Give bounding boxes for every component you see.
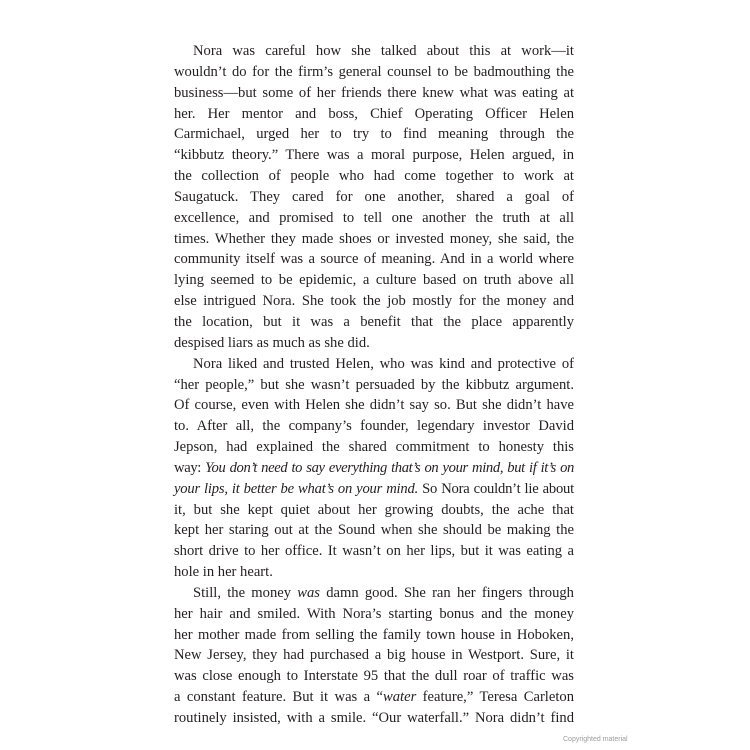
- line-text: community itself was a source of meaning. And in a world where: [174, 251, 574, 268]
- text-line: [174, 270, 574, 291]
- text-line: [174, 395, 574, 416]
- line-text: Of course, even with Helen she didn’t say so. But she didn’t have: [174, 397, 574, 414]
- copyright-watermark: Copyrighted material: [563, 736, 628, 743]
- line-text: excellence, and promised to tell one another the truth at all: [174, 209, 574, 226]
- line-text: a constant feature. But it was a “: [174, 689, 384, 706]
- line-text: New Jersey, they had purchased a big house in Westport. Sure, it: [174, 647, 574, 664]
- text-line: [174, 541, 574, 562]
- text-line: [174, 416, 574, 437]
- paragraph-2: [174, 354, 574, 583]
- text-line: [174, 604, 574, 625]
- italic-emphasis-text: was: [297, 584, 320, 601]
- text-line: [174, 354, 574, 375]
- text-line: [174, 333, 574, 354]
- line-text: damn good. She ran her fingers through: [319, 584, 574, 601]
- text-line: [174, 437, 574, 458]
- text-line: [174, 687, 574, 708]
- italic-quote-text: your lips, it better be what’s on your mind.: [174, 480, 419, 497]
- text-line: [174, 312, 574, 333]
- text-line: [174, 291, 574, 312]
- line-text: lying seemed to be epidemic, a culture based on truth above all: [174, 272, 574, 289]
- line-text: Nora was careful how she talked about this at work—it: [193, 43, 574, 59]
- text-line: [174, 458, 574, 479]
- line-text: her mother made from selling the family town house in Hoboken,: [174, 626, 574, 643]
- line-text: her. Her mentor and boss, Chief Operating Officer Helen: [174, 105, 574, 122]
- text-line: [174, 104, 574, 125]
- line-text: Still, the money: [193, 584, 298, 601]
- line-text: it, but she kept quiet about her growing doubts, the ache that: [174, 501, 574, 518]
- line-text: business—but some of her friends there knew what was eating at: [174, 84, 574, 101]
- line-text: else intrigued Nora. She took the job mostly for the money and: [174, 293, 574, 310]
- line-text: Saugatuck. They cared for one another, shared a goal of: [174, 188, 574, 205]
- line-text: despised liars as much as she did.: [174, 334, 370, 351]
- line-text: feature,” Teresa Carleton: [416, 689, 574, 706]
- book-text-block: [174, 41, 574, 729]
- text-line: [174, 83, 574, 104]
- text-line: [174, 166, 574, 187]
- line-text: routinely insisted, with a smile. “Our waterfall.” Nora didn’t find: [174, 710, 574, 726]
- line-text: “kibbutz theory.” There was a moral purpose, Helen argued, in: [174, 147, 574, 164]
- italic-quote-text: You don’t need to say everything that’s on your mind, but if it’s on: [205, 459, 574, 476]
- line-text: Nora liked and trusted Helen, who was kind and protective of: [193, 355, 574, 372]
- line-text: way:: [174, 459, 206, 476]
- line-text: “her people,” but she wasn’t persuaded by the kibbutz argument.: [174, 376, 574, 393]
- line-text: to. After all, the company’s founder, legendary investor David: [174, 418, 574, 435]
- line-text: kept her staring out at the Sound when she should be making the: [174, 522, 574, 539]
- text-line: [174, 666, 574, 687]
- text-line: [174, 187, 574, 208]
- line-text: So Nora couldn’t lie about: [418, 480, 574, 497]
- line-text: the location, but it was a benefit that the place apparently: [174, 313, 574, 330]
- text-line: [174, 562, 574, 583]
- text-line: [174, 124, 574, 145]
- line-text: Carmichael, urged her to try to find meaning through the: [174, 126, 574, 143]
- line-text: was close enough to Interstate 95 that the dull roar of traffic was: [174, 668, 574, 685]
- text-line: [174, 583, 574, 604]
- paragraph-1: [174, 41, 574, 354]
- text-line: [174, 62, 574, 83]
- paragraph-3: [174, 583, 574, 729]
- line-text: short drive to her office. It wasn’t on her lips, but it was eating a: [174, 543, 574, 560]
- text-line: [174, 375, 574, 396]
- line-text: her hair and smiled. With Nora’s starting bonus and the money: [174, 605, 574, 622]
- text-line: [174, 479, 574, 500]
- line-text: hole in her heart.: [174, 564, 273, 581]
- line-text: wouldn’t do for the firm’s general counsel to be badmouthing the: [174, 63, 574, 80]
- text-line: [174, 500, 574, 521]
- text-line: [174, 625, 574, 646]
- text-line: [174, 708, 574, 729]
- text-line: [174, 229, 574, 250]
- text-line: [174, 41, 574, 62]
- italic-emphasis-text: water: [383, 689, 417, 706]
- text-line: [174, 208, 574, 229]
- text-line: [174, 145, 574, 166]
- text-line: [174, 520, 574, 541]
- line-text: the collection of people who had come together to work at: [174, 168, 574, 185]
- text-line: [174, 249, 574, 270]
- line-text: Jepson, had explained the shared commitment to honesty this: [174, 439, 574, 456]
- text-line: [174, 645, 574, 666]
- line-text: times. Whether they made shoes or invested money, she said, the: [174, 230, 574, 247]
